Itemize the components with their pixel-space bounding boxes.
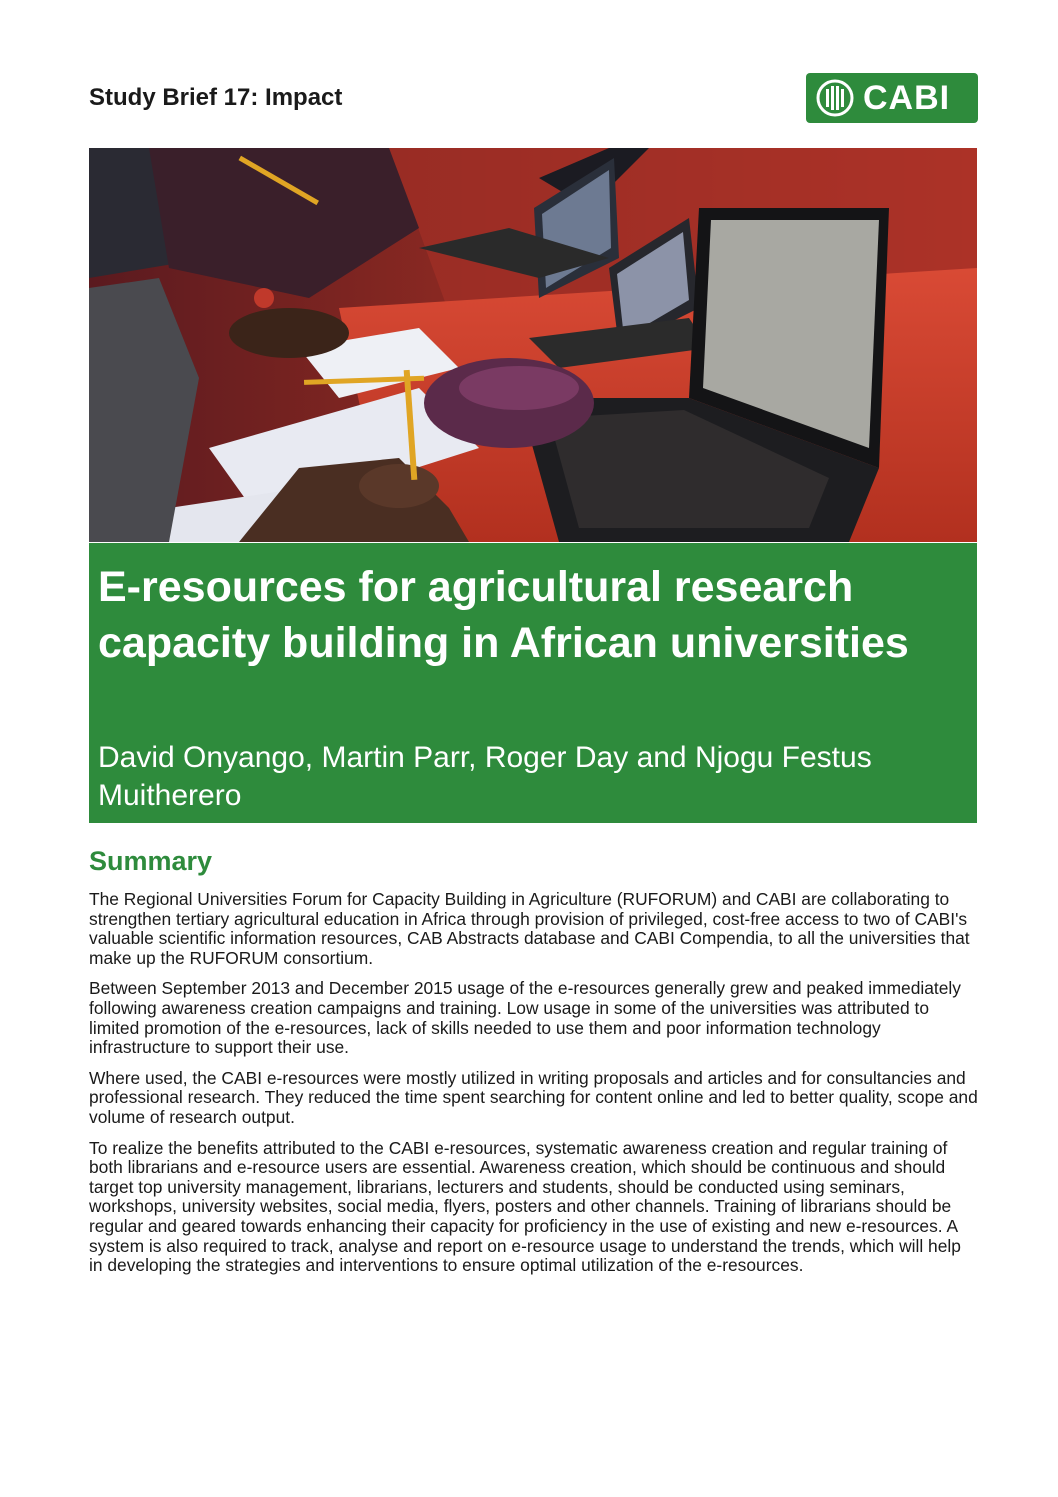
authors: David Onyango, Martin Parr, Roger Day and Njogu Festus Muitherero [98,741,872,812]
summary-heading: Summary [89,846,213,876]
cabi-logo-icon [813,78,857,118]
hero-photo [89,148,977,542]
summary-paragraph: Between September 2013 and December 2015 usage of the e-resources generally grew and peaked immediately following awareness creation campaigns and training. Low usage in some of the universities was attributed to limited promotion of the e-resources, lack of skills needed to use them and poor information technology infrastructure to support their use. [89,978,961,1058]
summary-paragraph: To realize the benefits attributed to the CABI e-resources, systematic awareness creation and regular training of both librarians and e-resource users are essential. Awareness creation, which should be continuous and should target top university management, librarians, lecturers and students, should be conducted using seminars, workshops, university websites, social media, flyers, posters and other channels. Training of librarians should be regular and geared towards enhancing their capacity for proficiency in the use of existing and new e-resources. A system is also required to track, analyse and report on e-resource usage to understand the trends, which will help in developing the strategies and interventions to ensure optimal utilization of the e-resources. [89,1137,961,1276]
title-band [89,543,977,823]
cabi-logo-text: CABI [863,78,951,117]
summary-body [89,890,979,1287]
page-header-label: Study Brief 17: Impact [89,84,343,111]
document-title: E-resources for agricultural research capacity building in African universities [98,563,909,667]
summary-paragraph: The Regional Universities Forum for Capacity Building in Agriculture (RUFORUM) and CABI are collaborating to strengthen tertiary agricultural education in Africa through provision of privileged, cost-free access to two of CABI's valuable scientific information resources, CAB Abstracts database and CABI Compendia, to all the universities that make up the RUFORUM consortium. [89,889,970,968]
cabi-logo [806,73,978,123]
summary-paragraph: Where used, the CABI e-resources were mostly utilized in writing proposals and articles and for consultancies and professional research. They reduced the time spent searching for content online and led to better quality, scope and volume of research output. [89,1067,978,1127]
